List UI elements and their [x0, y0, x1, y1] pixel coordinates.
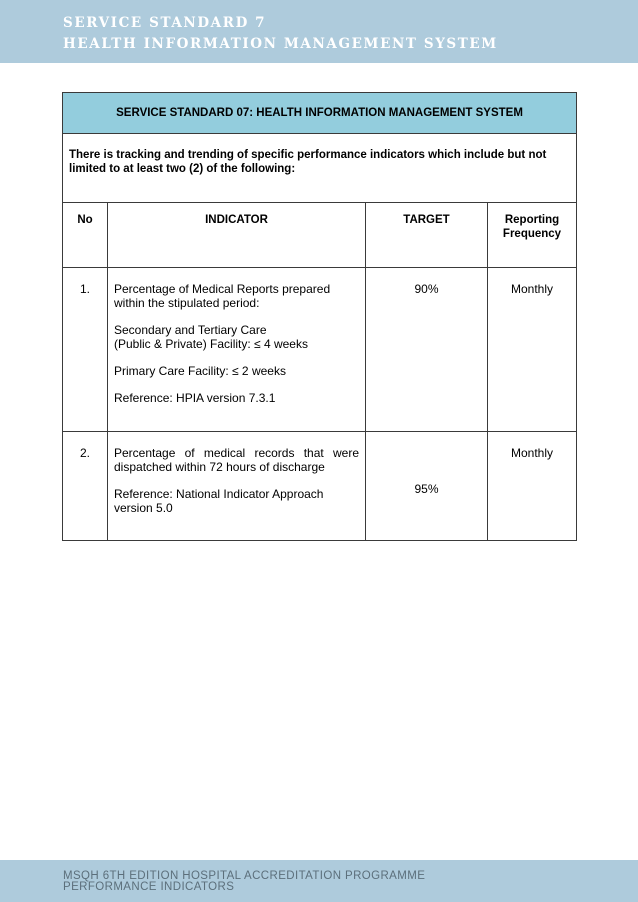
table-header-row — [63, 203, 577, 268]
table-row — [63, 268, 577, 432]
row-frequency: Monthly — [488, 268, 577, 432]
row-indicator — [108, 268, 366, 432]
table-intro-row — [63, 134, 577, 203]
column-header-indicator: INDICATOR — [108, 203, 366, 268]
table-title: SERVICE STANDARD 07: HEALTH INFORMATION MANAGEMENT SYSTEM — [63, 93, 577, 134]
row-number: 1. — [63, 268, 108, 432]
indicator-reference: Reference: HPIA version 7.3.1 — [114, 391, 276, 405]
row-target: 90% — [366, 268, 488, 432]
header-subtitle: HEALTH INFORMATION MANAGEMENT SYSTEM — [63, 36, 498, 52]
table-title-row — [63, 93, 577, 134]
footer-programme: MSQH 6TH EDITION HOSPITAL ACCREDITATION PROGRAMME — [63, 870, 426, 882]
column-header-no: No — [63, 203, 108, 268]
indicator-criteria: Primary Care Facility: ≤ 2 weeks — [114, 364, 286, 378]
footer-subtitle: PERFORMANCE INDICATORS — [63, 881, 235, 893]
row-frequency: Monthly — [488, 432, 577, 541]
column-header-frequency-line2: Frequency — [502, 228, 562, 240]
column-header-target: TARGET — [366, 203, 488, 268]
table-intro: There is tracking and trending of specific performance indicators which include but not limited to at least two (2) of the following: — [63, 134, 577, 203]
row-indicator — [108, 432, 366, 541]
column-header-frequency-line1: Reporting — [504, 214, 560, 226]
row-target: 95% — [366, 432, 488, 541]
row-number: 2. — [63, 432, 108, 541]
indicator-reference: Reference: National Indicator Approach version 5.0 — [114, 487, 324, 515]
header-band — [0, 0, 638, 63]
standard-table — [62, 92, 577, 541]
indicator-criteria-line: Secondary and Tertiary Care — [114, 323, 267, 337]
indicator-criteria — [114, 323, 359, 351]
column-header-frequency — [488, 203, 577, 268]
indicator-criteria-line: (Public & Private) Facility: ≤ 4 weeks — [114, 337, 308, 351]
table-row — [63, 432, 577, 541]
header-title: SERVICE STANDARD 7 — [63, 15, 267, 31]
indicator-description: Percentage of medical records that were dispatched within 72 hours of discharge — [114, 446, 359, 474]
indicator-description: Percentage of Medical Reports prepared within the stipulated period: — [114, 282, 331, 310]
